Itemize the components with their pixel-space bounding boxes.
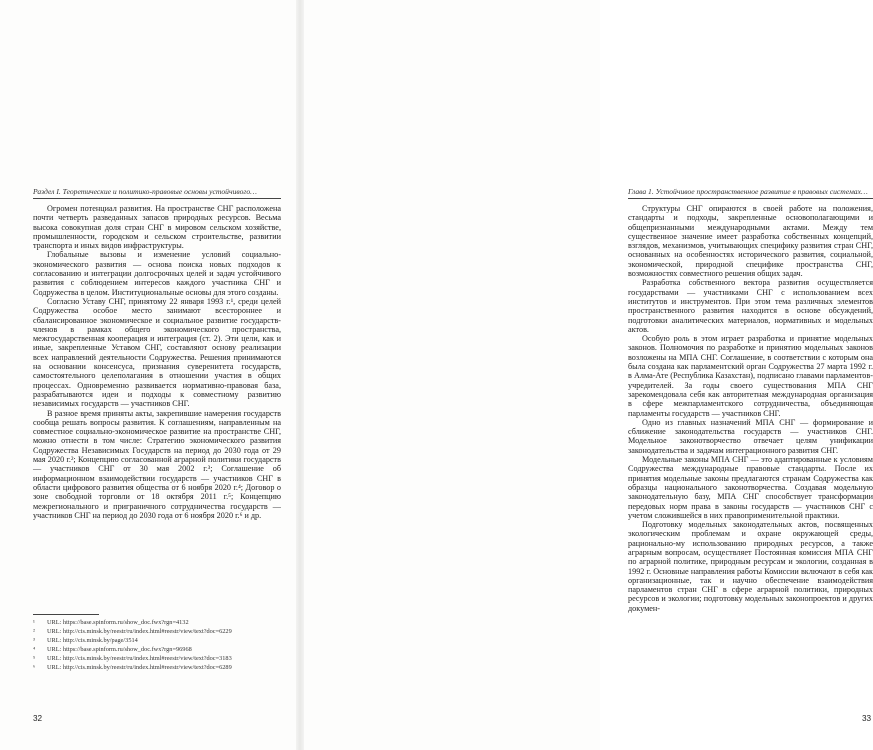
right-running-head: Глава 1. Устойчивое пространственное развитие в правовых системах… <box>628 187 868 196</box>
left-body-text <box>33 204 281 520</box>
footnote-text: URL: https://base.spinform.ru/show_doc.fwx?rgn=4132 <box>47 619 189 626</box>
left-header-rule <box>33 198 281 199</box>
footnote-number: ¹ <box>33 619 35 626</box>
left-paragraph-1: Огромен потенциал развития. На пространстве СНГ расположена почти четверть разведанных запасов природных ресурсов. Весьма высока совокупная доля стран СНГ в мировом сельском хозяйстве, промышленности, городском и сельском строительстве, развитии транспорта и иных видов инфраструктуры. <box>33 204 281 251</box>
right-paragraph-2: Разработка собственного вектора развития осуществляется государствами — участниками СНГ с использованием всех институтов и инструментов. При этом тема различных элементов пространственного развития находится в основе обсуждений, подготовки аналитических материалов, нормативных и модельных актов. <box>628 278 873 334</box>
right-page <box>300 0 873 750</box>
left-paragraph-4: В разное время приняты акты, закрепившие намерения государств сообща решать вопросы развития. К соглашениям, направленным на совместное социально-экономическое развитие на пространстве СНГ, можно отнести в том числе: Стратегию экономического развития Содружества Независимых Государств на период до 2030 года от 29 мая 2020 г.²; Концепцию согласованной аграрной политики государств — участников СНГ от 30 мая 2002 г.³; Соглашение об информационном взаимодействии государств — участников СНГ в области цифрового развития общества от 6 ноября 2020 г.⁴; Договор о зоне свободной торговли от 18 октября 2011 г.⁵; Концепцию межрегионального и приграничного сотрудничества государств — участников СНГ на период до 2030 года от 6 ноября 2020 г.⁶ и др. <box>33 408 281 520</box>
right-paragraph-4: Одно из главных назначений МПА СНГ — формирование и сближение законодательства государств — участников СНГ. Модельное законотворчество отвечает целям унификации законодательства и задачам интеграционного развития СНГ. <box>628 417 873 455</box>
right-paragraph-3: Особую роль в этом играет разработка и принятие модельных законов. Полномочия по разработке и принятию модельных законов возложены на МПА СНГ. Соглашение, в соответствии с которым она была создана как парламентский орган Содружества 27 марта 1992 г. в Алма-Ате (Республика Казахстан), подписано главами парламентов-учредителей. За годы своего существования МПА СНГ зарекомендовала себя как авторитетная международная организация в сфере межпарламентского сотрудничества, объединяющая парламенты государств — участников СНГ. <box>628 334 873 418</box>
footnote-number: ⁴ <box>33 646 36 654</box>
footnote-rule <box>33 614 99 615</box>
right-body-text <box>628 204 873 613</box>
footnote-text: URL: http://cis.minsk.by/page/3514 <box>47 637 138 645</box>
footnote-text: URL: http://cis.minsk.by/reestr/ru/index.html#reestr/view/text?doc=3183 <box>47 655 232 663</box>
right-paragraph-1: Структуры СНГ опираются в своей работе на положения, стандарты и подходы, закрепленные основополагающими и общепризнанными международными актами. Между тем существенное значение имеет разработка собственных концепций, взглядов, механизмов, учитывающих специфику развития стран СНГ, основанных на особенностях исторического развития, социальной, экономической, природной специфике пространства СНГ, возможностях совместного решения общих задач. <box>628 204 873 279</box>
left-page <box>0 0 300 750</box>
footnote-text: URL: http://cis.minsk.by/reestr/ru/index.html#reestr/view/text?doc=6289 <box>47 664 232 672</box>
footnote-text: URL: http://cis.minsk.by/reestr/ru/index.html#reestr/view/text?doc=6229 <box>47 628 232 636</box>
left-paragraph-2: Глобальные вызовы и изменение условий социально-экономического развития — основа поиска новых подходов к согласованию и интеграции долгосрочных целей и задач устойчивого развития с соблюдением интересов каждого участника СНГ и Содружества в целом. Институциональные основы для этого созданы. <box>33 250 281 297</box>
footnote-5 <box>33 654 281 663</box>
footnote-number: ² <box>33 628 35 636</box>
footnote-4 <box>33 645 281 654</box>
footnote-3 <box>33 636 281 645</box>
footnote-number: ⁵ <box>33 655 36 663</box>
footnote-2 <box>33 627 281 636</box>
right-paragraph-6: Подготовку модельных законодательных актов, посвященных экологическим проблемам и охране окружающей среды, рационально-му использованию природных ресурсов, а также аграрным вопросам, осуществляет Постоянная комиссия МПА СНГ по аграрной политике, природным ресурсам и экологии, созданная в 1992 г. Основные направления работы Комиссии включают в себя как организационные, так и научно обеспечение взаимодействия парламентов стран СНГ в сфере аграрной политики, природных ресурсов и экологии; подготовку модельных законопроектов и других докумен- <box>628 520 873 613</box>
footnote-number: ⁶ <box>33 664 36 672</box>
left-paragraph-3: Согласно Уставу СНГ, принятому 22 января 1993 г.¹, среди целей Содружества особое место занимают всестороннее и сбалансированное экономическое и социальное развитие государств-членов в рамках общего экономического пространства, межгосударственная кооперация и интеграция (ст. 2). Эти цели, как и иные, закрепленные Уставом СНГ, составляют основу реализации всех направлений деятельности Содружества. Решения принимаются на основании консенсуса, признания суверенитета государств, самостоятельного целеполагания в отношении участия в общих процессах. Одновременно развивается нормативно-правовая база, разрабатываются идеи и подходы к совместному развитию независимых государств — участников СНГ. <box>33 296 281 409</box>
right-page-number: 33 <box>862 714 872 723</box>
footnotes <box>33 618 281 673</box>
footnote-6 <box>33 663 281 672</box>
left-running-head: Раздел I. Теоретические и политико-правовые основы устойчивого… <box>33 187 257 196</box>
footnote-1 <box>33 618 281 627</box>
left-page-number: 32 <box>33 714 43 723</box>
right-header-rule <box>628 198 873 199</box>
footnote-number: ³ <box>33 637 35 645</box>
right-paragraph-5: Модельные законы МПА СНГ — это адаптированные к условиям Содружества международные правовые стандарты. После их принятия модельные законы предлагаются странам Содружества как образцы национального законотворчества. Создавая модельную законодательную базу, МПА СНГ способствует трансформации передовых норм права в законы государств — участников СНГ с учетом сложившейся в них правоприменительной практики. <box>628 455 873 520</box>
footnote-text: URL: https://base.spinform.ru/show_doc.fwx?rgn=96968 <box>47 646 192 654</box>
